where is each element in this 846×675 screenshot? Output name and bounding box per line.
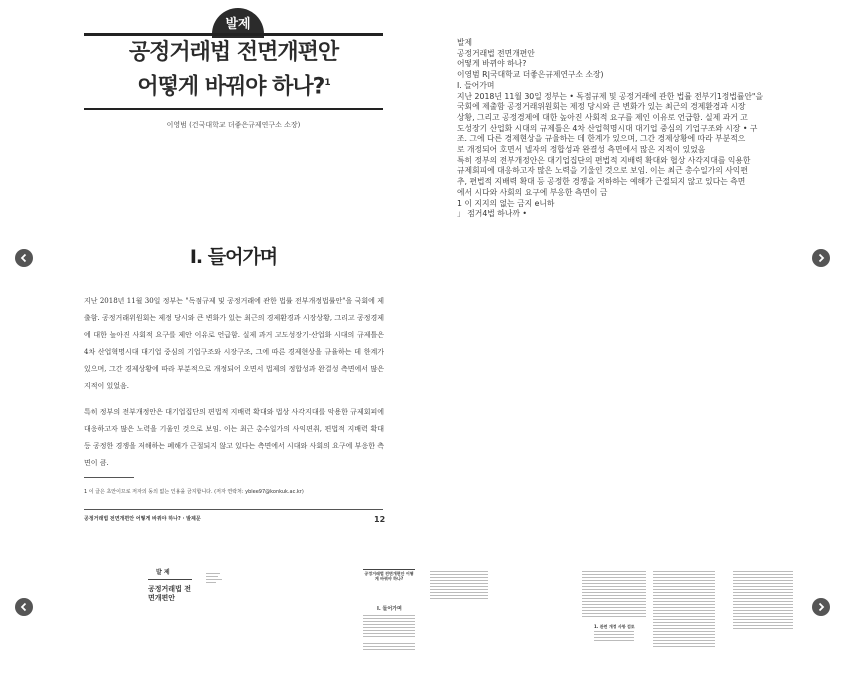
thumb-text-line <box>733 607 793 608</box>
thumb-text-line <box>653 607 715 608</box>
thumb-text-line <box>594 634 634 635</box>
thumb-text-line <box>653 634 715 635</box>
thumb-text-line <box>582 580 646 581</box>
thumb-text-line <box>653 646 715 647</box>
thumb-text-line <box>363 649 415 650</box>
thumb-text-line <box>582 592 646 593</box>
title-line-2 <box>84 68 383 102</box>
thumb-text-line <box>582 604 646 605</box>
thumb-text-line <box>653 622 715 623</box>
thumb-1-text-line <box>206 573 220 574</box>
chevron-right-icon <box>816 253 826 263</box>
category-badge: 발제 <box>212 8 264 38</box>
thumb-text-line <box>582 583 646 584</box>
extracted-text-line: 1 이 지지의 없는 금지 e니하 <box>457 198 555 208</box>
thumb-text-line <box>363 633 415 634</box>
extracted-text-line: 로 개정되어 호면서 넬자의 정합성과 완결성 측면에서 많은 지적이 있었음 <box>457 145 706 155</box>
thumb-text-line <box>430 583 488 584</box>
thumb-text-line <box>430 586 488 587</box>
footnote-rule <box>84 477 134 478</box>
thumb-text-line <box>430 595 488 596</box>
thumb-text-line <box>733 625 793 626</box>
page-number: 12 <box>374 515 386 524</box>
thumbnail-page-3[interactable] <box>578 563 806 655</box>
paragraph-1: 지난 2018년 11월 30일 정부는 "독점규제 및 공정거래에 관한 법률 전부개정법률안"을 국회에 제출함. 공정거래위원회는 제정 당시와 큰 변화가 있는 최근의 경제환경과 시장상황, 그리고 공정경제에 대한 높아진 사회적 요구를 제안 이유로 언급함. 실제 과거 고도성장기·산업화 시대의 규제틀은 4차 산업혁명시대 대기업 중심의 기업구조와 시장구조, 그에 따른 경제현상을 규율하는 데 한계가 있으며, 그간 경제상황에 따라 부분적으로 개정되어 오면서 법제의 정합성과 완결성 측면에서 많은 지적이 있었음. <box>84 297 384 390</box>
next-page-button[interactable] <box>812 249 830 267</box>
thumb-text-line <box>363 643 415 644</box>
thumb-text-line <box>653 628 715 629</box>
thumb-text-line <box>653 643 715 644</box>
extracted-text-line: 발제 <box>457 38 473 47</box>
extracted-text-pane <box>457 38 807 220</box>
title-footnote-mark: 1 <box>324 78 330 88</box>
thumb-text-line <box>582 589 646 590</box>
thumbnail-page-2[interactable] <box>355 563 495 655</box>
thumb-text-line <box>733 577 793 578</box>
thumb-text-line <box>653 625 715 626</box>
thumb-text-line <box>733 595 793 596</box>
extracted-text-line: 에서 시다와 사회의 요구에 부응한 측면이 금 <box>457 187 608 197</box>
thumb-prev-button[interactable] <box>15 598 33 616</box>
chevron-right-icon <box>816 602 826 612</box>
thumb-text-line <box>733 601 793 602</box>
extracted-text-line: 추, 편법적 지배력 확대 등 공정한 경쟁을 저하하는 예해가 근절되지 않고 있다는 측면 <box>457 177 746 187</box>
thumb-1-badge: 발 제 <box>156 569 170 576</box>
thumb-3-section: 1. 관련 개정 사항 검토 <box>594 624 635 629</box>
footer-rule <box>84 509 383 510</box>
thumb-text-line <box>430 580 488 581</box>
author-line: 이영범 (건국대학교 더좋은규제연구소 소장) <box>166 121 301 129</box>
title-top-rule <box>84 33 383 36</box>
thumb-text-line <box>733 610 793 611</box>
thumb-text-line <box>430 592 488 593</box>
extracted-text-line: I. 들어가며 <box>457 80 495 90</box>
thumb-text-line <box>653 613 715 614</box>
thumb-text-line <box>582 595 646 596</box>
thumb-text-line <box>653 637 715 638</box>
thumb-1-text-line <box>206 582 216 583</box>
thumb-text-line <box>733 613 793 614</box>
thumb-text-line <box>430 598 488 599</box>
title-bottom-rule <box>84 108 383 110</box>
thumb-2-section: I. 들어가며 <box>377 606 402 612</box>
thumb-text-line <box>430 574 488 575</box>
thumb-text-line <box>733 574 793 575</box>
extracted-text-line: 상황, 그리고 공정경제에 대한 높아진 사회적 요구를 제인 이유로 언급함. 실제 과거 고 <box>457 112 748 122</box>
thumb-text-line <box>733 619 793 620</box>
thumb-text-line <box>653 619 715 620</box>
thumb-text-line <box>594 631 634 632</box>
title-line-2-text: 어떻게 바꿔야 하나? <box>137 74 325 100</box>
thumb-text-line <box>653 601 715 602</box>
thumbnail-page-1[interactable] <box>128 563 243 655</box>
thumb-2-rule <box>363 569 415 570</box>
chevron-left-icon <box>19 602 29 612</box>
thumb-text-line <box>653 595 715 596</box>
title-line-1: 공정거래법 전면개편안 <box>128 40 339 65</box>
thumb-1-rule <box>148 579 192 580</box>
thumb-text-line <box>430 589 488 590</box>
thumb-text-line <box>653 616 715 617</box>
thumb-text-line <box>363 646 415 647</box>
extracted-text-line: 규제회피에 대응하고자 많은 노력을 기울인 것으로 보임. 이는 최근 총수일가의 사익편 <box>457 166 748 176</box>
thumb-text-line <box>363 624 415 625</box>
thumb-text-line <box>733 583 793 584</box>
thumb-text-line <box>653 583 715 584</box>
thumb-text-line <box>733 592 793 593</box>
thumb-text-line <box>363 636 415 637</box>
thumb-text-line <box>582 574 646 575</box>
thumb-text-line <box>733 571 793 572</box>
prev-page-button[interactable] <box>15 249 33 267</box>
thumb-text-line <box>430 571 488 572</box>
thumb-text-line <box>363 618 415 619</box>
thumb-text-line <box>653 640 715 641</box>
extracted-text-line: 조. 그에 다른 경제현상을 규율하는 데 한계가 있으며, 그간 경제상황에 따라 부분적으 <box>457 134 746 144</box>
section-heading: I. 들어가며 <box>189 246 278 268</box>
footnote: 1 이 글은 초안이므로 저자의 동의 없는 인용을 금지합니다. (저자 연락처: yblee97@konkuk.ac.kr) <box>84 489 304 495</box>
extracted-text-line: 이영범 R|국대학교 더좋은규제연구소 소장) <box>457 70 604 80</box>
extracted-text-line: 어떻게 바뀌야 하나? <box>457 59 527 69</box>
thumb-1-text-line <box>206 579 222 580</box>
thumb-text-line <box>733 598 793 599</box>
paragraph-2: 특히 정부의 전부개정안은 대기업집단의 편법적 지배력 확대와 법상 사각지대를 악용한 규제회피에 대응하고자 많은 노력을 기울인 것으로 보임. 이는 최근 총수일가의 사익편취, 편법적 지배력 확대 등 공정한 경쟁을 저해하는 폐해가 근절되지 않고 있다는 측면에서 시대와 사회의 요구에 부응한 측면이 큼. <box>84 408 384 467</box>
extracted-text-line: 지난 2018년 11월 30일 정부는 • 독점규제 및 공정거래에 관한 법률 전부기1정법률안"을 <box>457 91 764 101</box>
thumb-text-line <box>733 586 793 587</box>
thumb-text-line <box>653 610 715 611</box>
thumb-text-line <box>653 604 715 605</box>
thumb-text-line <box>582 586 646 587</box>
thumb-text-line <box>733 628 793 629</box>
thumb-text-line <box>653 589 715 590</box>
chevron-left-icon <box>19 253 29 263</box>
extracted-text-line: 공정거래법 전면개편안 <box>457 48 535 58</box>
thumb-text-line <box>653 574 715 575</box>
thumb-text-line <box>653 571 715 572</box>
thumb-text-line <box>582 598 646 599</box>
thumb-text-line <box>582 610 646 611</box>
extracted-text-line: 특히 정부의 전부개정안은 대기업집단의 편법적 지배력 확대와 협상 사각지대를 익용한 <box>457 155 751 165</box>
extracted-text-line: 국회에 제출함 공정거래위원회는 제정 당시와 큰 변화가 있는 최근의 경제환경과 시장 <box>457 102 746 112</box>
thumb-text-line <box>733 589 793 590</box>
thumb-text-line <box>363 630 415 631</box>
thumb-1-title: 공정거래법 전면개편안 <box>148 585 192 602</box>
thumb-text-line <box>653 580 715 581</box>
thumb-text-line <box>430 577 488 578</box>
thumb-2-title: 공정거래법 전면개편안 어떻게 바꿔야 하나? <box>364 571 414 581</box>
thumb-text-line <box>653 586 715 587</box>
extracted-text-line: 」 점거4법 하나까 • <box>457 209 527 219</box>
thumb-text-line <box>653 592 715 593</box>
thumb-text-line <box>582 607 646 608</box>
thumb-text-line <box>582 601 646 602</box>
thumb-text-line <box>733 616 793 617</box>
thumb-text-line <box>582 577 646 578</box>
thumb-text-line <box>653 631 715 632</box>
thumb-text-line <box>363 627 415 628</box>
thumb-text-line <box>653 577 715 578</box>
thumb-text-line <box>733 604 793 605</box>
extracted-text-line: 도성장기 산업화 시대의 규제틀은 4차 산업혁명시대 대기업 중심의 기업구조와 시장 • 구 <box>457 123 758 133</box>
thumb-text-line <box>733 580 793 581</box>
thumb-text-line <box>733 622 793 623</box>
thumb-text-line <box>363 621 415 622</box>
thumb-next-button[interactable] <box>812 598 830 616</box>
thumb-text-line <box>582 571 646 572</box>
thumb-text-line <box>594 637 634 638</box>
thumb-text-line <box>594 640 634 641</box>
thumb-text-line <box>582 616 646 617</box>
thumb-1-text-line <box>206 576 218 577</box>
thumb-text-line <box>582 613 646 614</box>
thumb-text-line <box>653 598 715 599</box>
document-title <box>84 38 383 102</box>
running-footer: 공정거래법 전면개편안 어떻게 바꿔야 하나? · 발제문 <box>84 516 201 522</box>
thumb-text-line <box>363 615 415 616</box>
